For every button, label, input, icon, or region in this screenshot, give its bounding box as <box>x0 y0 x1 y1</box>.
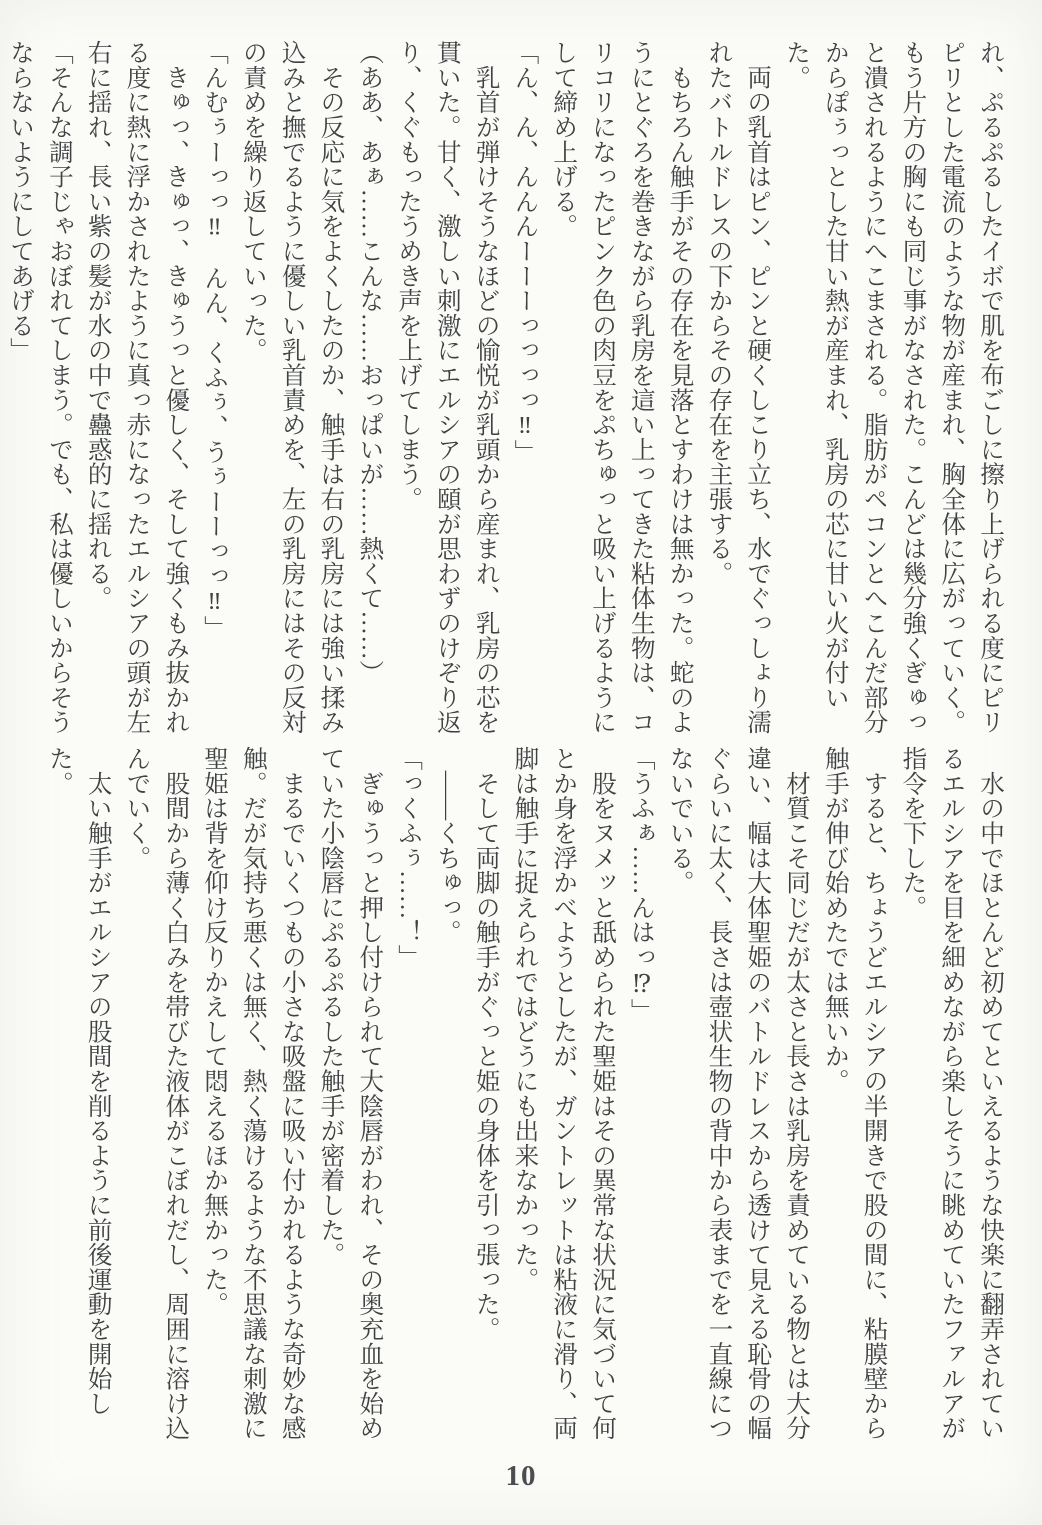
paragraph: 「んむぅーっっ‼ んん、くふぅ、うぅーーっっ‼」 <box>201 40 229 640</box>
paragraph: すると、ちょうどエルシアの半開きで股の間に、粘膜壁から触手が伸び始めたでは無いか。 <box>821 746 888 1441</box>
paragraph: 両の乳首はピン、ピンと硬くしこり立ち、水でぐっしょり濡れたバトルドレスの下からその存在を主張する。 <box>705 40 772 735</box>
paragraph: 乳首が弾けそうなほどの愉悦が乳頭から産まれ、乳房の芯を貫いた。甘く、激しい刺激にエルシアの頤が思わずのけぞり返り、くぐもったうめき声を上げてしまう。 <box>395 40 500 735</box>
text-block-bottom <box>33 746 1009 1446</box>
paragraph: ぎゅうっと押し付けられて大陰唇がわれ、その奥充血を始めていた小陰唇にぷるぷるした触手が密着した。 <box>317 746 384 1441</box>
paragraph: 「っくふぅ……！」 <box>395 746 423 970</box>
paragraph: 股をヌメッと舐められた聖姫はその異常な状況に気づいて何とか身を浮かべようとしたが、ガントレットは粘液に滑り、両脚は触手に捉えられではどうにも出来なかった。 <box>511 746 617 1441</box>
paragraph: まるでいくつもの小さな吸盤に吸い付かれるような奇妙な感触。だが気持ち悪くは無く、熱く蕩けるような不思議な刺激に聖姫は背を仰け反りかえして悶えるほか無かった。 <box>201 746 306 1441</box>
paragraph: 「ん、ん、んんんーーーっっっっ‼」 <box>511 40 539 464</box>
paragraph: その反応に気をよくしたのか、触手は右の乳房には強い揉み込みと撫でるように優しい乳首責めを、左の乳房にはその反対の責めを繰り返していった。 <box>239 40 345 735</box>
paragraph: 太い触手がエルシアの股間を削るように前後運動を開始した。 <box>45 746 112 1416</box>
paragraph: きゅっ、きゅっ、きゅうっと優しく、そして強くもみ抜かれる度に熱に浮かされたように真っ赤になったエルシアの頭が左右に揺れ、長い紫の髪が水の中で蠱惑的に揺れる。 <box>84 40 190 735</box>
paragraph: れ、ぷるぷるしたイボで肌を布ごしに擦り上げられる度にピリピリとした電流のような物が産まれ、胸全体に広がっていく。もう片方の胸にも同じ事がなされた。こんどは幾分強くぎゅっと潰されるようにへこまされる。脂肪がペコンとへこんだ部分からぽぅっとした甘い熱が産まれ、乳房の芯に甘い火が付いた。 <box>783 40 1004 735</box>
paragraph: （ああ、あぁ……こんな……おっぱいが……熱くて……） <box>356 40 384 685</box>
paragraph: ――くちゅっ。 <box>433 746 461 945</box>
paragraph: 材質こそ同じだが太さと長さは乳房を責めている物とは大分違い、幅は大体聖姫のバトルドレスから透けて見える恥骨の幅ぐらいに太く、長さは壺状生物の背中から表までを一直線につないでいる。 <box>666 746 811 1441</box>
paragraph: そして両脚の触手がぐっと姫の身体を引っ張った。 <box>472 746 500 1342</box>
paragraph: 股間から薄く白みを帯びた液体がこぼれだし、周囲に溶け込んでいく。 <box>123 746 190 1441</box>
page-number: 10 <box>505 1460 537 1492</box>
paragraph: 水の中でほとんど初めてといえるような快楽に翻弄されているエルシアを目を細めながら楽しそうに眺めていたファルアが指令を下した。 <box>899 746 1004 1441</box>
paragraph: もちろん触手がその存在を見落とすわけは無かった。蛇のようにとぐろを巻きながら乳房を這い上ってきた粘体生物は、コリコリになったピンク色の肉豆をぷちゅっと吸い上げるようにして締め上げる。 <box>550 40 694 735</box>
paragraph: 「うふぁ……んはっ⁉」 <box>627 746 655 1024</box>
paragraph: 「そんな調子じゃおぼれてしまう。でも、私は優しいからそうならないようにしてあげる」 <box>7 40 73 735</box>
text-block-top <box>7 40 1009 740</box>
